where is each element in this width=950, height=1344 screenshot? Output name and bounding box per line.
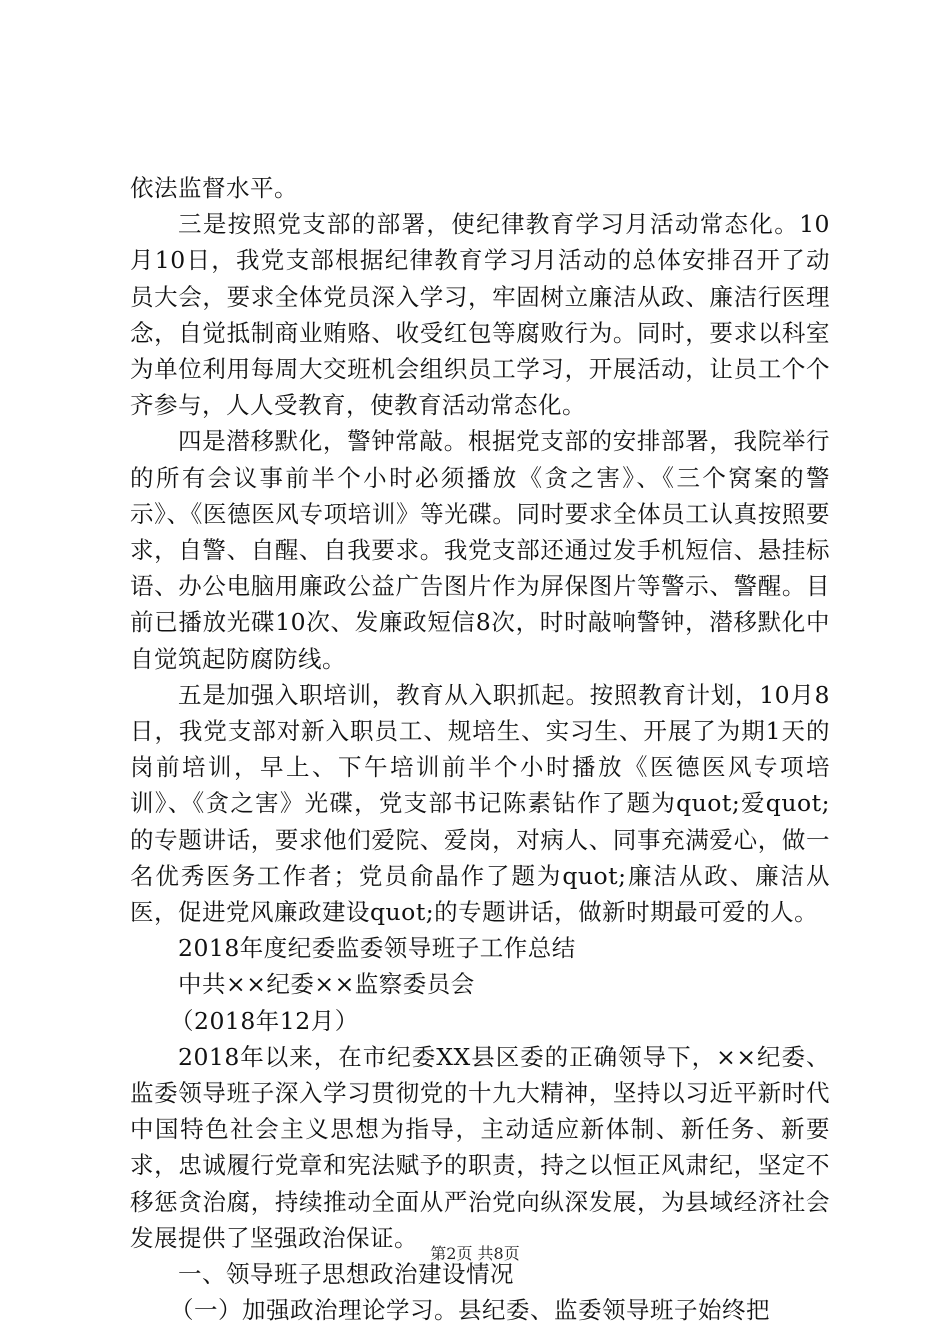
report-author: 中共××纪委××监察委员会: [178, 970, 475, 999]
report-title: 2018年度纪委监委领导班子工作总结: [178, 934, 576, 963]
page-number-footer: 第2页 共8页: [430, 1244, 520, 1263]
paragraph-item-five: 五是加强入职培训，教育从入职抓起。按照教育计划，10月8日，我党支部对新入职员工、规培生、实习生、开展了为期1天的岗前培训，早上、下午培训前半个小时播放《医德医风专项培训》、《贪之害》光碟，党支部书记陈素钻作了题为quot;爱quot;的专题讲话，要求他们爱院、爱岗，对病人、同事充满爱心，做一名优秀医务工作者；党员俞晶作了题为quot;廉洁从政、廉洁从医，促进党风廉政建设quot;的专题讲话，做新时期最可爱的人。: [130, 680, 830, 927]
paragraph-item-four: 四是潜移默化，警钟常敲。根据党支部的安排部署，我院举行的所有会议事前半个小时必须播放《贪之害》、《三个窝案的警示》、《医德医风专项培训》等光碟。同时要求全体员工认真按照要求，自警、自醒、自我要求。我党支部还通过发手机短信、悬挂标语、办公电脑用廉政公益广告图片作为屏保图片等警示、警醒。目前已播放光碟10次、发廉政短信8次，时时敲响警钟，潜移默化中自觉筑起防腐防线。: [130, 427, 830, 673]
subsection-heading-one: （一）加强政治理论学习。县纪委、监委领导班子始终把: [170, 1296, 770, 1325]
report-intro-paragraph: 2018年以来，在市纪委XX县区委的正确领导下，××纪委、监委领导班子深入学习贯彻党的十九大精神，坚持以习近平新时代中国特色社会主义思想为指导，主动适应新体制、新任务、新要求，忠诚履行党章和宪法赋予的职责，持之以恒正风肃纪，坚定不移惩贪治腐，持续推动全面从严治党向纵深发展，为县域经济社会发展提供了坚强政治保证。: [130, 1042, 830, 1252]
paragraph-item-three: 三是按照党支部的部署，使纪律教育学习月活动常态化。10月10日，我党支部根据纪律教育学习月活动的总体安排召开了动员大会，要求全体党员深入学习，牢固树立廉洁从政、廉洁行医理念，自觉抵制商业贿赂、收受红包等腐败行为。同时，要求以科室为单位利用每周大交班机会组织员工学习，开展活动，让员工个个齐参与，人人受教育，使教育活动常态化。: [130, 210, 830, 420]
document-body: [130, 170, 830, 1329]
report-date: （2018年12月）: [170, 1006, 359, 1035]
section-heading-one: 一、领导班子思想政治建设情况: [178, 1260, 514, 1289]
paragraph-continuation: 依法监督水平。: [130, 174, 298, 202]
